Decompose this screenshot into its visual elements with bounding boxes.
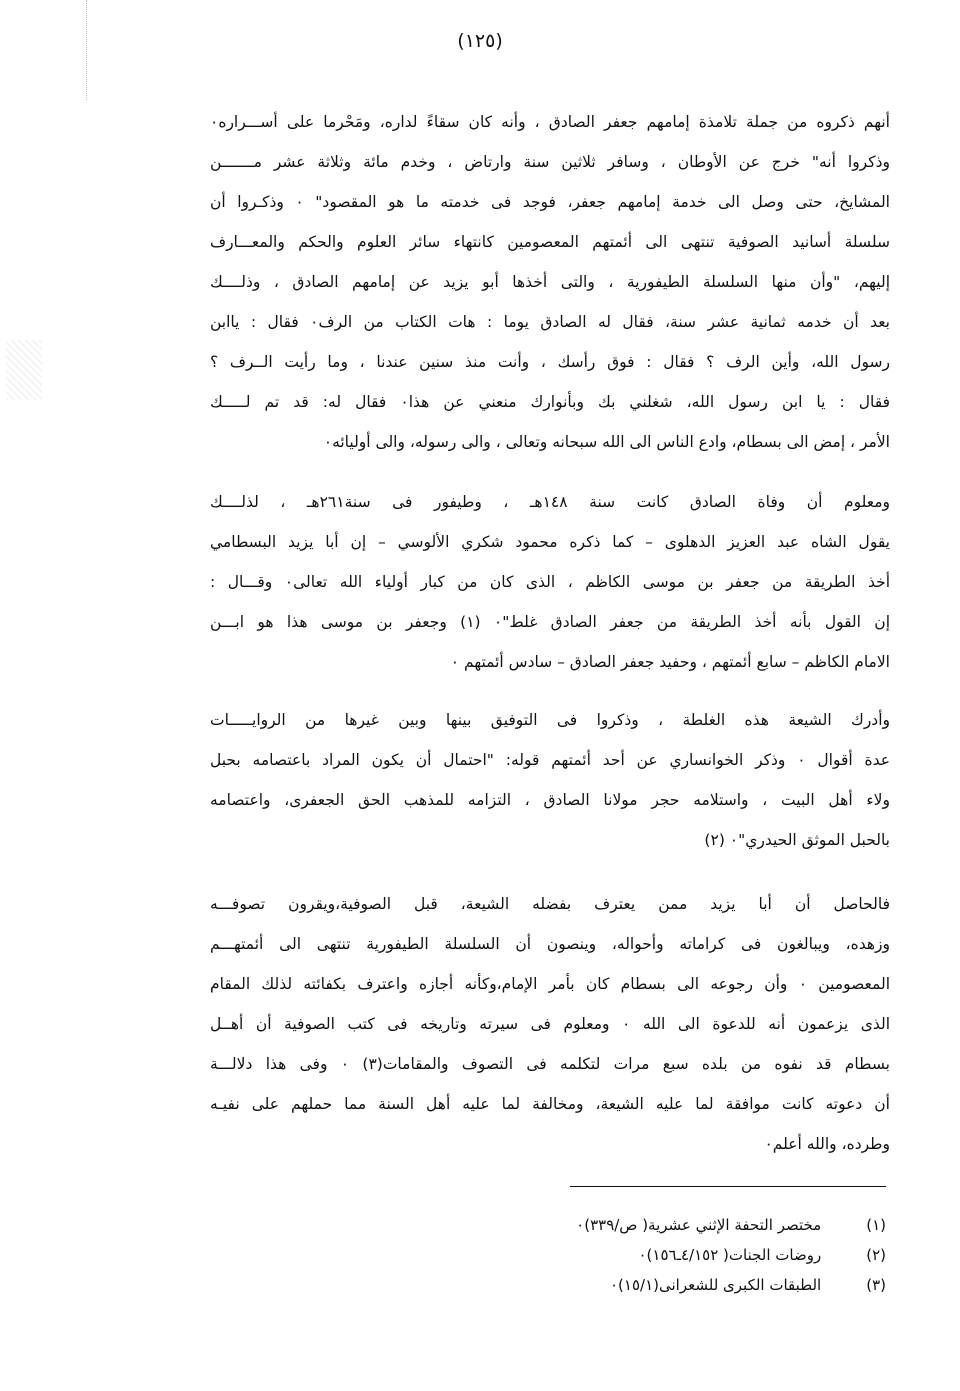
text-line: الأمر ، إمض الى بسطام، وادع الناس الى الله سبحانه وتعالى ، والى رسوله، والى أوليائه٠ (323, 433, 890, 451)
text-line: أنهم ذكروه من جملة تلامذة إمامهم جعفر الصادق ، وأنه كان سقاءً لداره، ومَحْرما على أســـراره٠ (210, 113, 890, 131)
footnote-number: (٣) (866, 1276, 886, 1294)
footnote-item (500, 1240, 886, 1270)
footnote-text: مختصر التحفة الإثني عشرية( ص/٣٣٩)٠ (576, 1216, 822, 1234)
page-number: (١٢٥) (457, 30, 503, 52)
text-line: رسول الله، وأين الرف ؟ فقال : فوق رأسك ، وأنت منذ سنين عندنا ، وما رأيت الــرف ؟ (210, 353, 890, 371)
text-line: إن القول بأنه أخذ الطريقة من جعفر الصادق غلط"٠ (١) وجعفر بن موسى هذا هو ابـــن (210, 613, 890, 631)
text-line: وذكروا أنه" خرج عن الأوطان ، وسافر ثلاثين سنة وارتاض ، وخدم مائة وثلاثة عشر مـــــــن (210, 153, 890, 171)
footnote-item (500, 1270, 886, 1300)
text-line: سلسلة أسانيد الصوفية تنتهى الى أئمتهم المعصومين كانتهاء سائر العلوم والحكم والمعـــارف (210, 233, 890, 251)
paragraph-1 (210, 102, 890, 462)
text-line: الامام الكاظم – سابع أئمتهم ، وحفيد جعفر الصادق – سادس أئمتهم ٠ (450, 653, 890, 671)
text-line: فقال : يا ابن رسول الله، شغلني بك وبأنوارك منعني عن هذا٠ فقال له: قد تم لـــــك (210, 393, 890, 411)
footnote-divider (570, 1186, 886, 1187)
text-line: ولاء أهل البيت ، واستلامه حجر مولانا الصادق ، التزامه للمذهب الحق الجعفرى، واعتصامه (210, 791, 890, 809)
text-line: ومعلوم أن وفاة الصادق كانت سنة ١٤٨هـ ، وطيفور فى سنة٢٦١هـ ، لذلــــك (210, 493, 890, 511)
text-line: وزهده، ويبالغون فى كراماته وأحواله، وينصون أن السلسلة الطيفورية تنتهى الى أئمتهـــم (210, 935, 890, 953)
text-line: إليهم، "وأن منها السلسلة الطيفورية ، والتى أخذها أبو يزيد عن إمامهم الصادق ، وذلــــك (210, 273, 890, 291)
text-line: المشايخ، حتى وصل الى خدمة إمامهم جعفر، فوجد فى خدمته ما هو المقصود" ٠ وذكـروا أن (210, 193, 890, 211)
text-line: أن دعوته كانت موافقة لما عليه الشيعة، ومخالفة لما عليه أهل السنة مما حملهم على نفيـه (210, 1095, 890, 1113)
text-line: وأدرك الشيعة هذه الغلطة ، وذكروا فى التوفيق بينها وبين غيرها من الروايـــــات (210, 711, 890, 729)
text-line: بعد أن خدمه ثمانية عشر سنة، فقال له الصادق يوما : هات الكتاب من الرف٠ فقال : ياابن (210, 313, 890, 331)
text-line: عدة أقوال ٠ وذكر الخوانساري عن أحد أئمتهم قوله: "احتمال أن يكون المراد باعتصامه بحبل (210, 751, 890, 769)
text-line: وطرده، والله أعلم٠ (764, 1135, 890, 1153)
footnote-number: (٢) (866, 1246, 886, 1264)
footnote-text: الطبقات الكبرى للشعرانى(١٥/١)٠ (609, 1276, 822, 1294)
scan-speckle (6, 340, 42, 400)
text-line: المعصومين ٠ وأن رجوعه الى بسطام كان بأمر الإمام،وكأنه أجازه واعترف بكفائته لذلك المقام (210, 975, 890, 993)
footnote-item (500, 1210, 886, 1240)
text-line: بالحبل الموثق الحيدري"٠ (٢) (704, 831, 890, 849)
footnote-text: روضات الجنات( ٤/١٥٢ـ١٥٦)٠ (638, 1246, 822, 1264)
paragraph-2 (210, 482, 890, 682)
paragraph-3 (210, 700, 890, 860)
text-line: بسطام قد نفوه من بلده سبع مرات لتكلمه فى التصوف والمقامات(٣) ٠ وفى هذا دلالـــة (210, 1055, 890, 1073)
text-line: يقول الشاه عبد العزيز الدهلوى – كما ذكره محمود شكري الألوسي – إن أبا يزيد البسطامي (210, 533, 890, 551)
footnotes (500, 1210, 886, 1300)
text-line: الذى يزعمون أنه للدعوة الى الله ٠ ومعلوم فى سيرته وتاريخه فى كتب الصوفية أن أهــل (210, 1015, 890, 1033)
text-line: أخذ الطريقة من جعفر بن موسى الكاظم ، الذى كان من كبار أولياء الله تعالى٠ وقـــال : (210, 573, 890, 591)
text-line: فالحاصل أن أبا يزيد ممن يعترف بفضله الشيعة، قبل الصوفية،ويقرون تصوفـــه (210, 895, 890, 913)
footnote-number: (١) (866, 1216, 886, 1234)
paragraph-4 (210, 884, 890, 1164)
